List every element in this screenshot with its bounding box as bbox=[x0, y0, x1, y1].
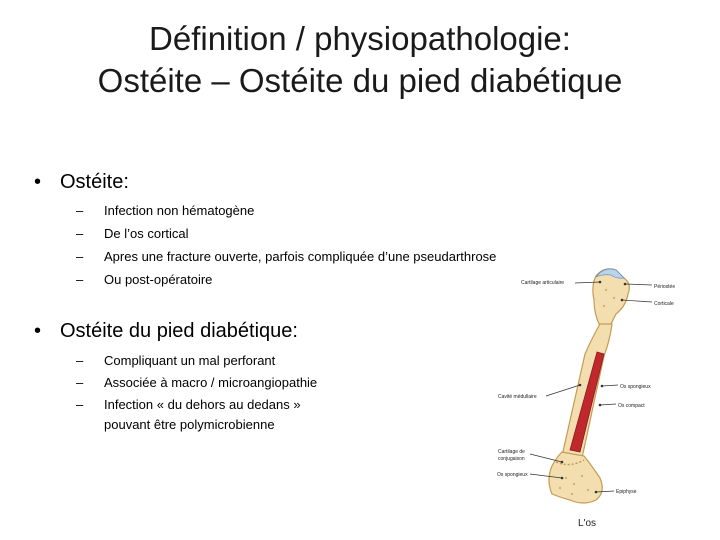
bullet-icon: • bbox=[34, 171, 42, 193]
dash-icon: – bbox=[76, 353, 84, 368]
title-line-2: Ostéite – Ostéite du pied diabétique bbox=[97, 62, 623, 99]
section-osteite-heading-text: Ostéite: bbox=[60, 171, 129, 193]
list-item: – Associée à macro / microangiopathie bbox=[76, 372, 317, 394]
diagram-caption: L'os bbox=[578, 518, 597, 529]
list-item: – Ou post-opératoire bbox=[76, 268, 496, 291]
title-line-1: Définition / physiopathologie: bbox=[149, 20, 571, 57]
list-item: – Infection non hématogène bbox=[76, 199, 496, 222]
dash-icon: – bbox=[76, 375, 84, 390]
osteite-list bbox=[76, 199, 496, 291]
label-epiphyse: Epiphyse bbox=[616, 489, 637, 495]
list-item: – Compliquant un mal perforant bbox=[76, 350, 317, 372]
label-os-spongieux: Os spongieux bbox=[620, 384, 651, 390]
bone-diagram bbox=[480, 262, 680, 534]
dash-icon: – bbox=[76, 226, 84, 241]
bullet-icon: • bbox=[34, 320, 42, 342]
label-conjugaison: conjugaison bbox=[498, 456, 525, 462]
label-cartilage-articulaire: Cartilage articulaire bbox=[521, 280, 565, 286]
label-corticale: Corticale bbox=[654, 301, 674, 307]
dash-icon: – bbox=[76, 203, 84, 218]
section-osteite-heading bbox=[34, 170, 129, 194]
dash-icon: – bbox=[76, 249, 84, 264]
label-os-compact: Os compact bbox=[618, 403, 645, 409]
section-pied-diabetique-heading-text: Ostéite du pied diabétique: bbox=[60, 320, 298, 342]
dash-icon: – bbox=[76, 272, 84, 287]
pied-diabetique-list bbox=[76, 350, 317, 434]
slide-title bbox=[0, 18, 720, 102]
list-item: – Infection « du dehors au dedans » pouvant être polymicrobienne bbox=[76, 394, 317, 434]
label-cartilage-de: Cartilage de bbox=[498, 449, 525, 455]
list-item: – De l’os cortical bbox=[76, 222, 496, 245]
label-cavite-medullaire: Cavité médullaire bbox=[498, 394, 537, 400]
dash-icon: – bbox=[76, 397, 84, 412]
list-item: – Apres une fracture ouverte, parfois compliquée d’une pseudarthrose bbox=[76, 245, 496, 268]
section-pied-diabetique-heading bbox=[34, 319, 298, 343]
label-periostee: Périostée bbox=[654, 284, 676, 290]
label-os-spongieux-bas: Os spongieux bbox=[497, 472, 528, 478]
